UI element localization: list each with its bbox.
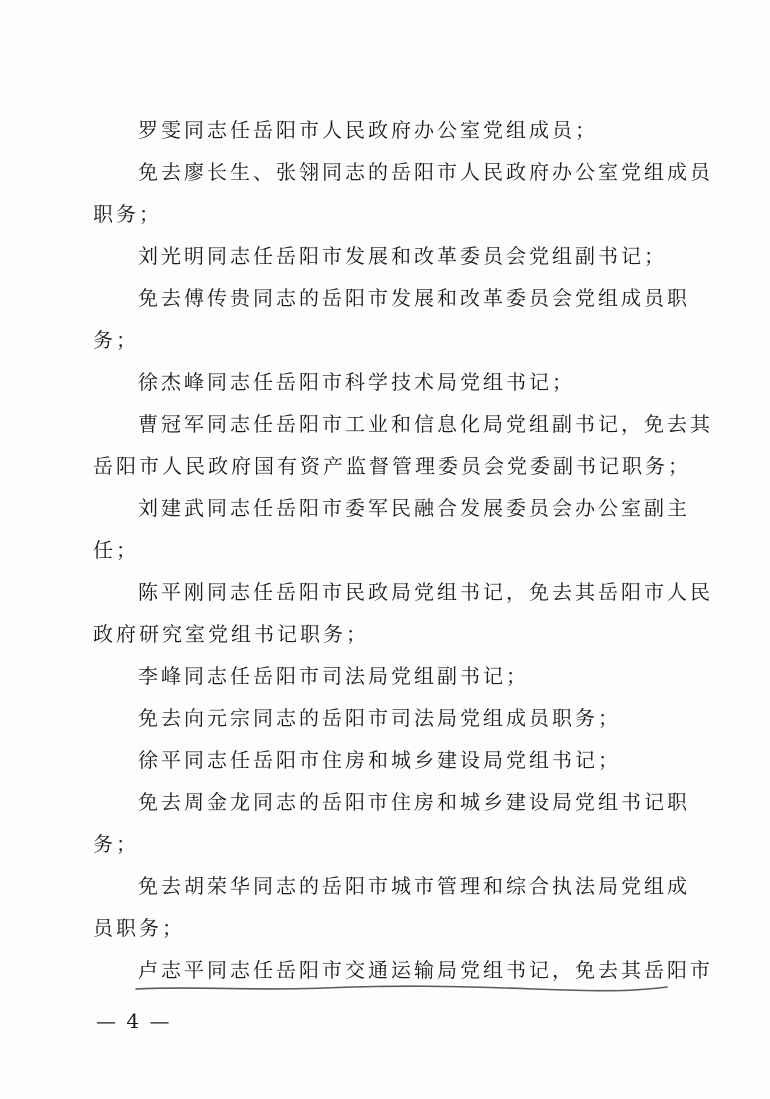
- text-line: 职务；: [93, 202, 162, 226]
- text-line: 李峰同志任岳阳市司法局党组副书记；: [138, 664, 529, 688]
- handwritten-underline: [134, 983, 669, 993]
- text-line: 曹冠军同志任岳阳市工业和信息化局党组副书记，免去其: [138, 412, 713, 436]
- text-line: 刘光明同志任岳阳市发展和改革委员会党组副书记；: [138, 244, 667, 268]
- text-line: 免去廖长生、张翎同志的岳阳市人民政府办公室党组成员: [138, 160, 713, 184]
- text-line: 务；: [93, 832, 139, 856]
- text-line: 徐平同志任岳阳市住房和城乡建设局党组书记；: [138, 748, 621, 772]
- text-line: 刘建武同志任岳阳市委军民融合发展委员会办公室副主: [138, 496, 690, 520]
- text-line: 免去傅传贵同志的岳阳市发展和改革委员会党组成员职: [138, 286, 690, 310]
- text-line: 徐杰峰同志任岳阳市科学技术局党组书记；: [138, 370, 575, 394]
- text-line: 免去周金龙同志的岳阳市住房和城乡建设局党组书记职: [138, 790, 690, 814]
- page-number: — 4 —: [96, 1009, 172, 1033]
- text-line: 卢志平同志任岳阳市交通运输局党组书记，免去其岳阳市: [138, 958, 713, 982]
- text-line: 政府研究室党组书记职务；: [93, 622, 369, 646]
- text-line: 免去向元宗同志的岳阳市司法局党组成员职务；: [138, 706, 621, 730]
- text-line: 罗雯同志任岳阳市人民政府办公室党组成员；: [138, 118, 598, 142]
- text-line: 员职务；: [93, 916, 185, 940]
- text-line: 务；: [93, 328, 139, 352]
- text-line: 陈平刚同志任岳阳市民政局党组书记，免去其岳阳市人民: [138, 580, 713, 604]
- text-line: 岳阳市人民政府国有资产监督管理委员会党委副书记职务；: [93, 454, 691, 478]
- text-line: 任；: [93, 538, 139, 562]
- text-line: 免去胡荣华同志的岳阳市城市管理和综合执法局党组成: [138, 874, 690, 898]
